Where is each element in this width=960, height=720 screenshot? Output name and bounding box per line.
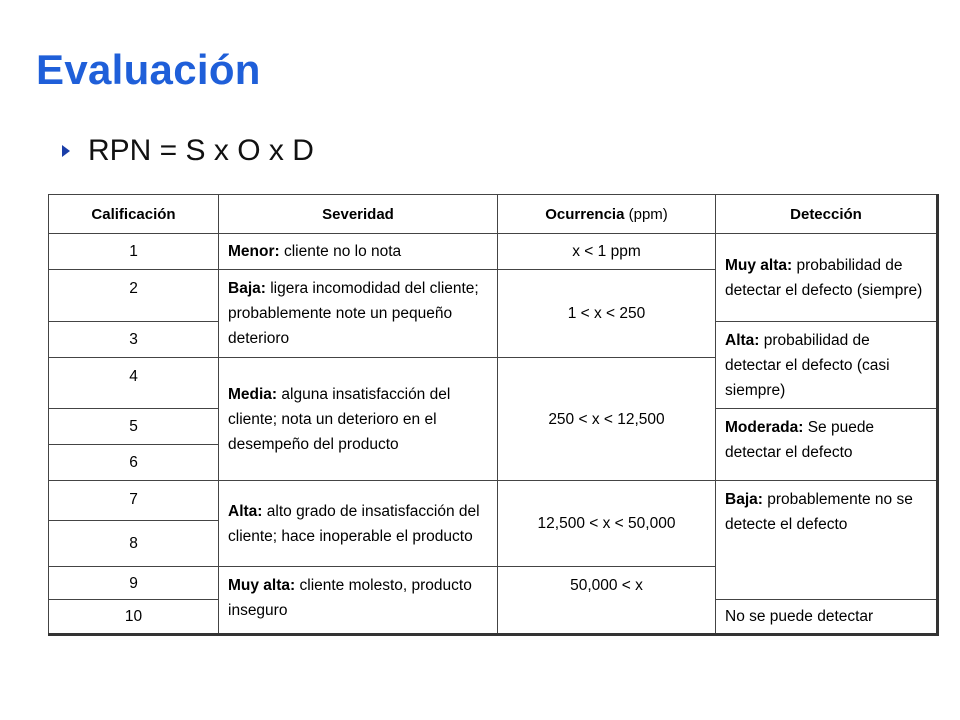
deteccion-cell	[716, 234, 938, 322]
severidad-cell	[219, 270, 498, 358]
slide-title: Evaluación	[36, 46, 261, 93]
rating-cell: 3	[49, 322, 219, 358]
rating-cell: 6	[49, 445, 219, 481]
header-deteccion: Detección	[716, 195, 938, 234]
rating-cell: 8	[49, 521, 219, 567]
rating-cell: 4	[49, 358, 219, 409]
ocurrencia-cell: 50,000 < x	[498, 567, 716, 635]
severidad-label: Muy alta:	[228, 577, 296, 594]
deteccion-cell	[716, 481, 938, 600]
severidad-text: alguna insatisfacción del cliente; nota un deterioro en el desempeño del producto	[228, 385, 451, 453]
severidad-text: cliente no lo nota	[283, 243, 402, 260]
ocurrencia-cell: 12,500 < x < 50,000	[498, 481, 716, 567]
deteccion-cell	[716, 322, 938, 409]
rating-cell: 9	[49, 567, 219, 600]
severidad-label: Menor:	[228, 243, 280, 260]
deteccion-label: Muy alta:	[725, 256, 793, 274]
formula-text: RPN = S x O x D	[88, 134, 314, 167]
formula-bullet	[62, 134, 314, 168]
severidad-cell	[219, 481, 498, 567]
header-ocurrencia	[498, 195, 716, 234]
deteccion-label: Baja:	[725, 491, 763, 508]
deteccion-text: probablemente no se detecte el defecto	[725, 491, 913, 533]
severidad-text: alto grado de insatisfacción del cliente; hace inoperable el producto	[228, 502, 480, 545]
table-header-row	[49, 195, 938, 234]
ocurrencia-cell: 250 < x < 12,500	[498, 358, 716, 481]
severidad-label: Alta:	[228, 502, 263, 520]
deteccion-text: probabilidad de detectar el defecto (siempre)	[725, 256, 923, 299]
deteccion-text: Se puede detectar el defecto	[725, 419, 875, 461]
rating-cell: 7	[49, 481, 219, 521]
rating-cell: 10	[49, 600, 219, 635]
header-calificacion: Calificación	[49, 195, 219, 234]
rating-cell: 5	[49, 409, 219, 445]
deteccion-cell	[716, 409, 938, 481]
severidad-text: ligera incomodidad del cliente; probablemente note un pequeño deterioro	[228, 280, 479, 347]
deteccion-cell	[716, 600, 938, 635]
deteccion-label: Moderada:	[725, 419, 804, 436]
rating-cell: 2	[49, 270, 219, 322]
deteccion-text: probabilidad de detectar el defecto (casi siempre)	[725, 331, 890, 399]
rpn-rating-table	[48, 194, 939, 636]
rating-cell: 1	[49, 234, 219, 270]
severidad-cell	[219, 358, 498, 481]
header-severidad: Severidad	[219, 195, 498, 234]
severidad-label: Baja:	[228, 280, 266, 297]
deteccion-label: Alta:	[725, 331, 760, 349]
severidad-label: Media:	[228, 385, 278, 403]
ocurrencia-cell: x < 1 ppm	[498, 234, 716, 270]
triangle-right-icon	[62, 145, 70, 157]
header-ocurrencia-label: Ocurrencia	[545, 205, 625, 223]
severidad-text: cliente molesto, producto inseguro	[228, 577, 472, 619]
ocurrencia-cell: 1 < x < 250	[498, 270, 716, 358]
header-ocurrencia-unit: (ppm)	[628, 205, 668, 223]
deteccion-text: No se puede detectar	[725, 608, 874, 625]
table-row	[49, 234, 938, 270]
table-row	[49, 481, 938, 521]
severidad-cell	[219, 234, 498, 270]
severidad-cell	[219, 567, 498, 635]
